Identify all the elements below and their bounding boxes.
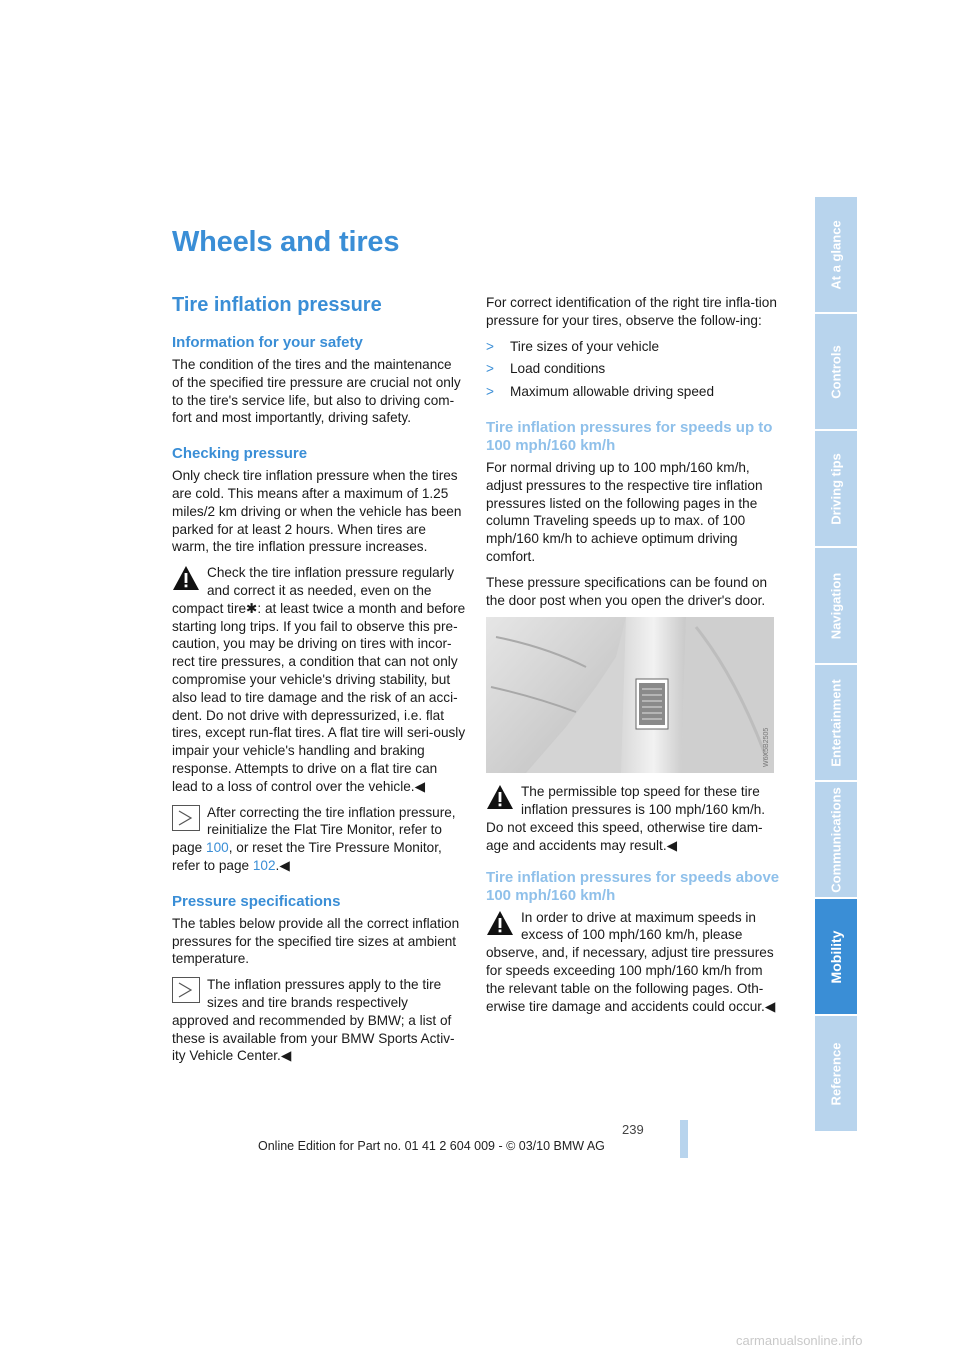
heading-speeds-up-to-100: Tire inflation pressures for speeds up to 100 mph/160 km/h <box>486 418 773 454</box>
bullet-mark: > <box>486 361 494 377</box>
warning-max-speeds <box>486 909 780 1016</box>
page-ref-link-100[interactable]: 100 <box>206 840 229 856</box>
door-post-photo <box>486 617 774 773</box>
tab-communications[interactable]: Communications <box>815 782 857 899</box>
warning-triangle-icon <box>172 565 200 591</box>
note-approved-first: The inflation pressures apply to the tire sizes and tire brands respectively <box>207 977 442 1010</box>
heading-checking-pressure: Checking pressure <box>172 445 308 463</box>
tab-controls[interactable]: Controls <box>815 314 857 431</box>
paragraph-door-post: These pressure specifications can be found on the door post when you open the driver's door. <box>486 574 768 608</box>
warning-max-speeds-rest: observe, and, if necessary, adjust tire pressures for speeds exceeding 100 mph/160 km/h from the relevant table on the following pages. Oth-erwise tire damage and accidents could occur. <box>486 945 774 1014</box>
heading-tire-inflation-pressure: Tire inflation pressure <box>172 294 382 316</box>
end-marker: ◀ <box>764 998 776 1014</box>
end-marker: ◀ <box>280 1048 292 1064</box>
chapter-tab-sidebar <box>815 197 857 1133</box>
watermark: carmanualsonline.info <box>736 1333 863 1348</box>
note-arrow-icon <box>172 977 200 1003</box>
paragraph-specifications: The tables below provide all the correct inflation pressures for the specified tire sizes at ambient temperature. <box>172 915 460 967</box>
page-marker-bar <box>680 1120 688 1158</box>
note-reinitialize-first: After correcting the tire inflation pressure, reinitialize the Flat Tire Monitor, refer to <box>207 804 456 838</box>
note-reinitialize-b: , or reset the Tire Pressure Monitor, refer to page <box>172 840 442 873</box>
paragraph-checking: Only check tire inflation pressure when the tires are cold. This means after a maximum of 1.25 miles/2 km driving or when the vehicle has been parked for at least 2 hours. When tires are warm, the tire inflation pressure increases. <box>172 468 462 555</box>
warning-check-rest: compact tire✱: at least twice a month and before starting long trips. If you fail to observe this pre-caution, you may be driving on tires with incor-rect tire pressures, a condition that can not only compromise your vehicle's driving stability, but also lead to tire damage and the risk of an acci-dent. Do not drive with depressurized, i.e. flat tires, except run-flat tires. A flat tire will seri-ously impair your vehicle's handling and braking response. Attempts to drive on a flat tire can lead to a loss of control over the vehicle. <box>172 600 466 794</box>
warning-max-speeds-first: In order to drive at maximum speeds in excess of 100 mph/160 km/h, please <box>521 909 756 943</box>
list-item: > Tire sizes of your vehicle <box>486 338 660 354</box>
note-approved-rest: approved and recommended by BMW; a list of these is available from your BMW Sports Activ-ity Vehicle Center. <box>172 1012 455 1064</box>
tab-mobility[interactable]: Mobility <box>815 899 857 1016</box>
end-marker: ◀ <box>279 857 290 873</box>
warning-top-speed-rest: Do not exceed this speed, otherwise tire dam-age and accidents may result. <box>486 819 763 853</box>
list-item: > Maximum allowable driving speed <box>486 384 714 400</box>
tab-driving-tips[interactable]: Driving tips <box>815 431 857 548</box>
note-reinitialize-c: . <box>275 857 280 873</box>
warning-top-speed-first: The permissible top speed for these tire inflation pressures is 100 mph/160 km/h. <box>521 784 766 818</box>
bullet-list <box>486 338 780 401</box>
warning-triangle-icon <box>486 784 514 810</box>
left-column <box>172 292 466 1073</box>
page-number: 239 <box>622 1122 644 1137</box>
page-title: Wheels and tires <box>172 226 400 258</box>
note-reinitialize-a: page <box>172 840 207 856</box>
tab-at-a-glance[interactable]: At a glance <box>815 197 857 314</box>
tab-reference[interactable]: Reference <box>815 1016 857 1133</box>
bullet-mark: > <box>486 338 494 354</box>
paragraph-safety: The condition of the tires and the maintenance of the specified tire pressure are crucial not only to the tire's service life, but also to driving com-fort and most importantly, driving safety. <box>172 357 461 426</box>
heading-speeds-above-100: Tire inflation pressures for speeds above 100 mph/160 km/h <box>486 868 780 904</box>
note-arrow-icon <box>172 805 200 831</box>
right-column <box>486 294 780 1023</box>
footer-edition: Online Edition for Part no. 01 41 2 604 009 - © 03/10 BMW AG <box>258 1139 605 1153</box>
page-ref-link-102[interactable]: 102 <box>252 857 276 873</box>
bullet-mark: > <box>486 384 494 400</box>
warning-check-first: Check the tire inflation pressure regularly and correct it as needed, even on the <box>207 565 455 598</box>
list-item: > Load conditions <box>486 361 606 377</box>
paragraph-normal-driving: For normal driving up to 100 mph/160 km/h, adjust pressures to the respective tire inflation pressures listed on the following pages in the column Traveling speeds up to max. of 100 mph/160 km/h to achieve optimum driving comfort. <box>486 459 763 564</box>
tab-entertainment[interactable]: Entertainment <box>815 665 857 782</box>
paragraph-identification: For correct identification of the right tire infla-tion pressure for your tires, observe the follow-ing: <box>486 295 777 328</box>
heading-pressure-specifications: Pressure specifications <box>172 892 341 910</box>
end-marker: ◀ <box>414 778 426 794</box>
warning-triangle-icon <box>486 910 514 936</box>
warning-check-pressure <box>172 564 466 795</box>
photo-code-label: W6X5B2505 <box>763 728 770 768</box>
note-approved-tires <box>172 976 466 1065</box>
heading-safety-information: Information for your safety <box>172 334 363 351</box>
note-reinitialize <box>172 804 466 875</box>
tab-navigation[interactable]: Navigation <box>815 548 857 665</box>
end-marker: ◀ <box>666 837 678 853</box>
warning-top-speed <box>486 783 780 854</box>
